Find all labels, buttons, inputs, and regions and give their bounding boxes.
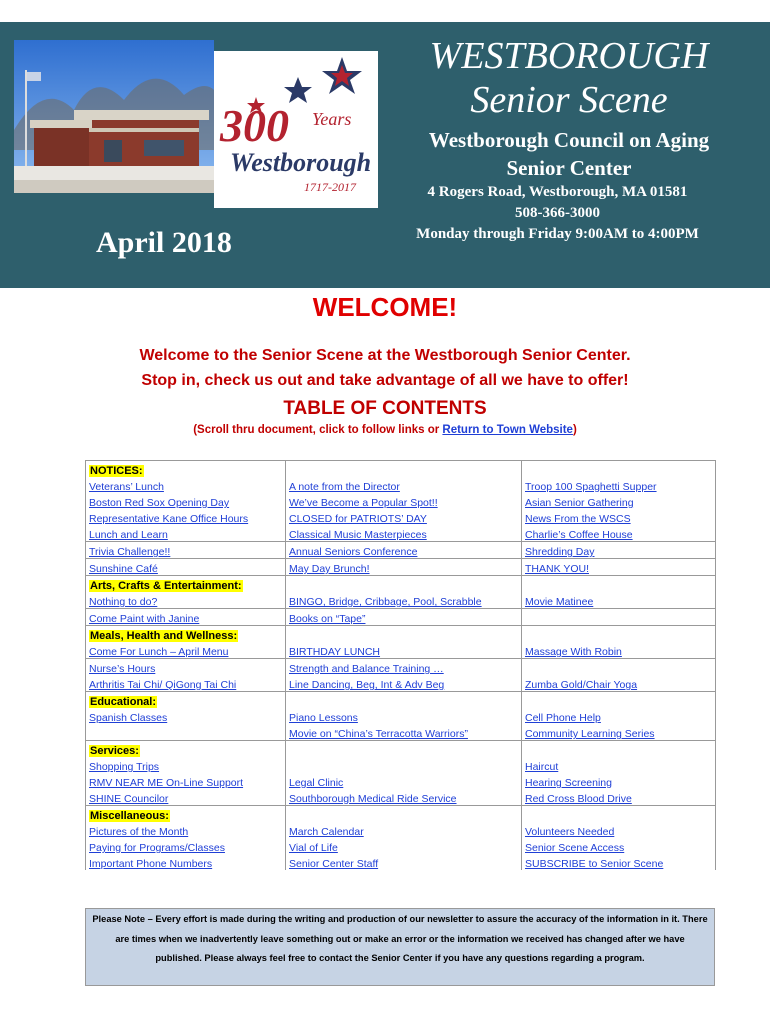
toc-cell xyxy=(86,493,286,509)
toc-row xyxy=(86,609,716,626)
toc-link[interactable]: THANK YOU! xyxy=(525,563,589,575)
toc-title: TABLE OF CONTENTS xyxy=(283,398,487,419)
toc-section-heading: Miscellaneous: xyxy=(90,810,169,822)
toc-link[interactable]: Important Phone Numbers xyxy=(89,858,213,870)
toc-link[interactable]: A note from the Director xyxy=(289,481,400,493)
toc-link[interactable]: Trivia Challenge!! xyxy=(89,546,171,558)
toc-cell xyxy=(286,559,522,576)
toc-row xyxy=(86,461,716,478)
toc-link[interactable]: Troop 100 Spaghetti Supper xyxy=(525,481,657,493)
toc-link[interactable]: Cell Phone Help xyxy=(525,712,601,724)
toc-instructions xyxy=(0,424,770,436)
welcome-intro xyxy=(0,343,770,393)
toc-link[interactable]: Nothing to do? xyxy=(89,596,158,608)
toc-cell xyxy=(86,724,286,741)
issue-date: April 2018 xyxy=(96,226,232,259)
toc-link[interactable]: Southborough Medical Ride Service xyxy=(289,793,457,805)
toc-cell xyxy=(86,626,286,643)
phone-number: 508-366-3000 xyxy=(515,205,600,221)
toc-section-heading: Meals, Health and Wellness: xyxy=(90,630,238,642)
toc-cell xyxy=(86,675,286,692)
toc-link[interactable]: Charlie’s Coffee House xyxy=(525,529,633,541)
toc-cell xyxy=(522,692,716,709)
toc-cell xyxy=(522,822,716,838)
toc-cell xyxy=(86,659,286,676)
toc-cell xyxy=(522,592,716,609)
toc-link[interactable]: Representative Kane Office Hours xyxy=(89,513,249,525)
toc-link[interactable]: BINGO, Bridge, Cribbage, Pool, Scrabble xyxy=(289,596,482,608)
toc-link[interactable]: Red Cross Blood Drive xyxy=(525,793,632,805)
toc-row xyxy=(86,509,716,525)
toc-link[interactable]: Volunteers Needed xyxy=(525,826,615,838)
toc-link[interactable]: Strength and Balance Training … xyxy=(289,663,444,675)
toc-cell xyxy=(522,854,716,870)
toc-cell xyxy=(522,675,716,692)
toc-cell xyxy=(522,509,716,525)
toc-cell xyxy=(286,525,522,542)
svg-text:Westborough: Westborough xyxy=(230,148,372,177)
toc-cell xyxy=(522,609,716,626)
toc-cell xyxy=(522,789,716,806)
toc-row xyxy=(86,789,716,806)
toc-row xyxy=(86,576,716,593)
subtitle-line-1: Westborough Council on Aging xyxy=(428,128,710,152)
toc-cell xyxy=(522,477,716,493)
toc-link[interactable]: We’ve Become a Popular Spot!! xyxy=(289,497,438,509)
toc-cell xyxy=(522,642,716,659)
toc-row xyxy=(86,542,716,559)
toc-row xyxy=(86,493,716,509)
toc-row xyxy=(86,675,716,692)
toc-cell xyxy=(86,692,286,709)
toc-link[interactable]: Annual Seniors Conference xyxy=(289,546,418,558)
toc-link[interactable]: Piano Lessons xyxy=(289,712,358,724)
toc-cell xyxy=(86,509,286,525)
toc-cell xyxy=(86,642,286,659)
toc-cell xyxy=(522,493,716,509)
toc-cell xyxy=(522,559,716,576)
toc-section-heading: Arts, Crafts & Entertainment: xyxy=(90,580,242,592)
toc-cell xyxy=(286,708,522,724)
toc-link[interactable]: Sunshine Café xyxy=(89,563,158,575)
toc-link[interactable]: News From the WSCS xyxy=(525,513,631,525)
toc-cell xyxy=(86,576,286,593)
toc-link[interactable]: Lunch and Learn xyxy=(89,529,168,541)
welcome-heading: WELCOME! xyxy=(312,292,458,322)
toc-cell xyxy=(286,592,522,609)
toc-cell xyxy=(286,659,522,676)
intro-line-1: Welcome to the Senior Scene at the Westborough Senior Center. xyxy=(139,347,631,364)
toc-link[interactable]: Legal Clinic xyxy=(289,777,344,789)
senior-center-photo xyxy=(14,40,214,193)
toc-link[interactable]: Haircut xyxy=(525,761,559,773)
toc-row xyxy=(86,708,716,724)
toc-cell xyxy=(522,461,716,478)
toc-cell xyxy=(286,757,522,773)
toc-link[interactable]: Line Dancing, Beg, Int & Adv Beg xyxy=(289,679,445,691)
toc-section-heading: Educational: xyxy=(90,696,157,708)
toc-link[interactable]: Community Learning Series xyxy=(525,728,655,740)
toc-cell xyxy=(86,708,286,724)
toc-row xyxy=(86,592,716,609)
toc-link[interactable]: Movie Matinee xyxy=(525,596,594,608)
title-line-2: Senior Scene xyxy=(470,79,668,121)
toc-cell xyxy=(286,461,522,478)
toc-cell xyxy=(86,773,286,789)
toc-link[interactable]: May Day Brunch! xyxy=(289,563,370,575)
toc-row xyxy=(86,525,716,542)
toc-cell xyxy=(522,525,716,542)
hours: Monday through Friday 9:00AM to 4:00PM xyxy=(416,226,699,242)
toc-row xyxy=(86,854,716,870)
toc-row xyxy=(86,559,716,576)
toc-link[interactable]: March Calendar xyxy=(289,826,364,838)
toc-row xyxy=(86,477,716,493)
toc-link[interactable]: CLOSED for PATRIOTS’ DAY xyxy=(289,513,427,525)
toc-row xyxy=(86,626,716,643)
toc-cell xyxy=(86,806,286,823)
toc-cell xyxy=(86,542,286,559)
address: 4 Rogers Road, Westborough, MA 01581 xyxy=(427,184,688,200)
toc-cell xyxy=(522,626,716,643)
toc-link[interactable]: Shopping Trips xyxy=(89,761,160,773)
svg-text:Years: Years xyxy=(312,109,352,129)
toc-link[interactable]: Hearing Screening xyxy=(525,777,612,789)
toc-row xyxy=(86,659,716,676)
toc-cell xyxy=(286,724,522,741)
toc-row xyxy=(86,642,716,659)
intro-line-2: Stop in, check us out and take advantage of all we have to offer! xyxy=(141,372,629,389)
toc-cell xyxy=(86,854,286,870)
toc-cell xyxy=(286,477,522,493)
toc-cell xyxy=(286,773,522,789)
toc-note-suffix: ) xyxy=(572,424,577,436)
toc-cell xyxy=(86,592,286,609)
toc-link[interactable]: Senior Scene Access xyxy=(525,842,625,854)
please-note-box: Please Note – Every effort is made during the writing and production of our newsletter to assure the accuracy of the information in it. There are times when we inadvertently leave something out or make an error or the information we received has changed after we have published. Please always feel free to contact the Senior Center if you have any questions regarding a program. xyxy=(85,908,715,986)
toc-cell xyxy=(86,822,286,838)
contact-info xyxy=(375,182,740,245)
toc-link[interactable]: Arthritis Tai Chi/ QiGong Tai Chi xyxy=(89,679,237,691)
toc-link[interactable]: RMV NEAR ME On-Line Support xyxy=(89,777,244,789)
toc-cell xyxy=(522,708,716,724)
toc-link[interactable]: BIRTHDAY LUNCH xyxy=(289,646,381,658)
svg-text:1717-2017: 1717-2017 xyxy=(304,180,356,194)
toc-link[interactable]: Paying for Programs/Classes xyxy=(89,842,225,854)
toc-cell xyxy=(522,773,716,789)
return-to-town-website-link[interactable]: Return to Town Website xyxy=(442,424,573,436)
toc-cell xyxy=(86,757,286,773)
toc-cell xyxy=(522,806,716,823)
toc-cell xyxy=(286,493,522,509)
organization-name xyxy=(395,126,743,182)
toc-section-heading: NOTICES: xyxy=(90,465,143,477)
toc-cell xyxy=(86,741,286,758)
title-line-1: WESTBOROUGH xyxy=(429,35,709,77)
toc-link[interactable]: Classical Music Masterpieces xyxy=(289,529,427,541)
toc-cell xyxy=(286,542,522,559)
toc-cell xyxy=(86,477,286,493)
toc-cell xyxy=(286,822,522,838)
toc-row xyxy=(86,724,716,741)
toc-link[interactable]: Pictures of the Month xyxy=(89,826,189,838)
toc-cell xyxy=(522,741,716,758)
toc-cell xyxy=(286,642,522,659)
300-years-logo xyxy=(214,51,378,208)
toc-cell xyxy=(522,838,716,854)
toc-row xyxy=(86,773,716,789)
toc-cell xyxy=(286,509,522,525)
toc-row xyxy=(86,822,716,838)
svg-text:300: 300 xyxy=(220,100,289,151)
newsletter-title xyxy=(395,34,743,122)
toc-cell xyxy=(522,724,716,741)
toc-link[interactable]: Asian Senior Gathering xyxy=(525,497,634,509)
toc-link[interactable]: Nurse’s Hours xyxy=(89,663,156,675)
toc-link[interactable]: Books on “Tape” xyxy=(289,613,366,625)
toc-cell xyxy=(286,838,522,854)
toc-row xyxy=(86,741,716,758)
toc-cell xyxy=(286,806,522,823)
toc-cell xyxy=(522,757,716,773)
toc-link[interactable]: SUBSCRIBE to Senior Scene xyxy=(525,858,664,870)
toc-cell xyxy=(286,741,522,758)
toc-link[interactable]: Massage With Robin xyxy=(525,646,622,658)
toc-cell xyxy=(86,559,286,576)
toc-cell xyxy=(522,542,716,559)
toc-link[interactable]: Veterans’ Lunch xyxy=(89,481,164,493)
toc-link[interactable]: Come Paint with Janine xyxy=(89,613,200,625)
toc-cell xyxy=(86,789,286,806)
toc-cell xyxy=(86,609,286,626)
toc-link[interactable]: Movie on “China’s Terracotta Warriors” xyxy=(289,728,468,740)
toc-cell xyxy=(522,659,716,676)
toc-cell xyxy=(86,461,286,478)
toc-cell xyxy=(286,626,522,643)
toc-row xyxy=(86,757,716,773)
toc-note-prefix: (Scroll thru document, click to follow links or xyxy=(193,424,443,436)
toc-cell xyxy=(286,789,522,806)
subtitle-line-2: Senior Center xyxy=(506,156,632,180)
toc-cell xyxy=(286,576,522,593)
toc-row xyxy=(86,692,716,709)
toc-link[interactable]: Vial of Life xyxy=(289,842,338,854)
toc-cell xyxy=(286,675,522,692)
toc-link[interactable]: Shredding Day xyxy=(525,546,595,558)
toc-link[interactable]: Come For Lunch – April Menu xyxy=(89,646,229,658)
toc-link[interactable]: Zumba Gold/Chair Yoga xyxy=(525,679,638,691)
toc-cell xyxy=(86,838,286,854)
toc-row xyxy=(86,806,716,823)
toc-link[interactable]: Senior Center Staff xyxy=(289,858,379,870)
toc-row xyxy=(86,838,716,854)
toc-cell xyxy=(286,692,522,709)
toc-link[interactable]: SHINE Councilor xyxy=(89,793,169,805)
toc-cell xyxy=(522,576,716,593)
toc-link[interactable]: Spanish Classes xyxy=(89,712,168,724)
table-of-contents xyxy=(85,460,716,870)
toc-section-heading: Services: xyxy=(90,745,139,757)
toc-cell xyxy=(286,854,522,870)
toc-cell xyxy=(286,609,522,626)
toc-cell xyxy=(86,525,286,542)
toc-link[interactable]: Boston Red Sox Opening Day xyxy=(89,497,230,509)
